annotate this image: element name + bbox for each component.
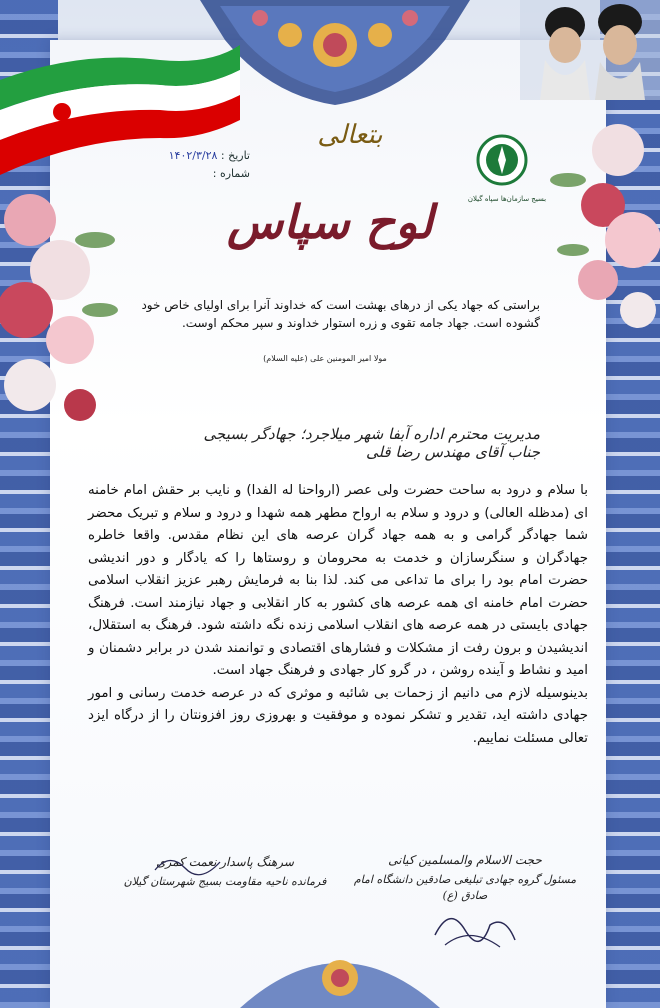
handwritten-signature-right	[430, 895, 520, 955]
top-ornament	[200, 0, 470, 110]
hadith-quote: براستی که جهاد یکی از درهای بهشت است که خداوند آنرا برای اولیای خاص خود گشوده است. جهاد جامه تقوی و زره استوار خداوند و سپر محکم اوست.	[141, 298, 540, 330]
body-paragraph-2: بدینوسیله لازم می دانیم از زحمات بی شائبه و موثری که در عرصه خدمت رسانی و امور جهادی داشته اید، تقدیر و تشکر نموده و موفقیت و بهروزی روز افزونتان را از درگاه ایزد تعالی مسئلت نماییم.	[88, 685, 588, 746]
handwritten-signature-left	[150, 850, 230, 880]
left-flower-decoration	[0, 180, 120, 440]
right-flower-decoration	[548, 110, 660, 340]
number-row	[110, 165, 250, 183]
date-label: تاریخ :	[220, 149, 250, 162]
body-paragraph-1: با سلام و درود به ساحت حضرت ولی عصر (ارواحنا له الفدا) و نایب بر حقش امام خامنه ای (مدظله العالی) و درود و سلام به ارواح مطهر همه شهدا و درود و سلام و تبریک محضر شما جهادگر گرامی و به همه جهاد گران عرصه های این نظام مقدس. واقعا خاطره جهادگران و سنگرسازان و خدمت به محرومان و روستاها را که یادگار و دور اندیشی حضرت امام بود را برای ما تداعی می کند. لذا بنا به فرمایش رهبر عزیز انقلاب اسلامی حضرت امام خامنه ای همه عرصه های کشور به کار انقلابی و جهاد نیازمند است. فرهنگ جهادی بایستی در همه عرصه های انقلاب اسلامی زنده نگه داشته شود. فرهنگ به استقلال، اندیشیدن و برون رفت از مشکلات و فشارهای اقتصادی و توانمند شدن در برابر دشمنان و امید و نشاط و آینده روشن ، در گرو کار جهادی و فرهنگ جهاد است.	[88, 483, 588, 678]
signer-right-name: حجت الاسلام والمسلمین کیانی	[388, 853, 542, 867]
date-row	[110, 147, 250, 165]
date-number-block	[110, 147, 250, 183]
certificate-body	[88, 480, 588, 750]
bottom-ornament	[240, 928, 440, 1008]
certificate-title: لوح سپاس	[226, 195, 434, 249]
signer-left-name: سرهنگ پاسدار نعمت کمری	[156, 855, 294, 869]
signer-right-role: مسئول گروه جهادی تبلیغی صادقین دانشگاه امام صادق (ع)	[353, 873, 577, 902]
number-label: شماره :	[212, 167, 250, 180]
invocation-heading: بتعالی	[317, 120, 383, 150]
hadith-attribution: مولا امیر المومنین علی (علیه السلام)	[263, 354, 387, 363]
emblem-caption: بسیج سازمان‌ها سپاه گیلان	[467, 195, 547, 203]
recipient-line: مدیریت محترم اداره آبفا شهر میلاجرد؛ جهادگر بسیجی جناب آقای مهندس رضا قلی	[203, 425, 540, 461]
leaders-portrait	[520, 0, 660, 100]
date-value: ۱۴۰۲/۳/۲۸	[168, 149, 218, 162]
signer-left-role: فرمانده ناحیه مقاومت بسیج شهرستان گیلان	[123, 875, 327, 888]
